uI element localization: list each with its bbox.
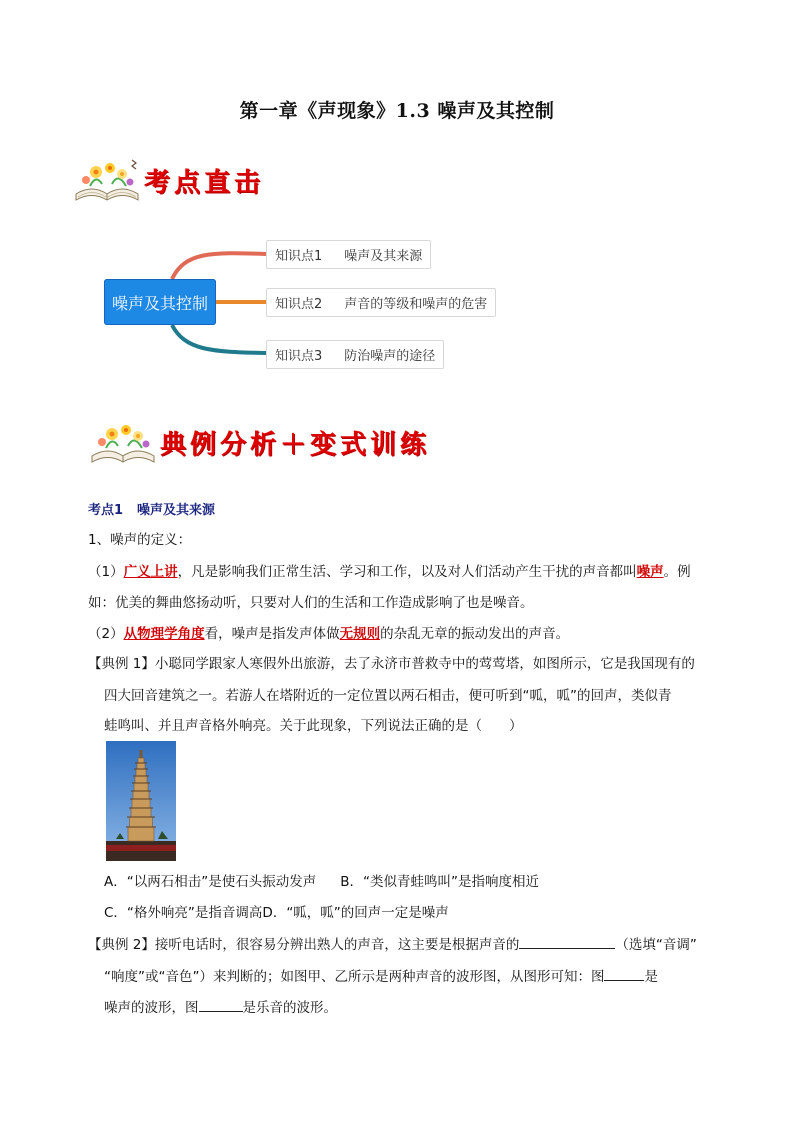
example-1-line-3: 蛙鸣叫、并且声音格外响亮。关于此现象，下列说法正确的是（ ） (104, 718, 523, 734)
example-1-line-1 (88, 654, 695, 674)
mind-map-center-topic: 噪声及其控制 (104, 279, 216, 325)
example-2-line-3 (104, 997, 337, 1018)
text: 是 (644, 969, 658, 985)
banner-examples-training (88, 416, 430, 468)
paragraph-2 (88, 624, 569, 644)
options-row-1 (104, 872, 724, 892)
option-b: B．“类似青蛙鸣叫”是指响度相近 (340, 874, 539, 890)
highlight-term: 噪声 (636, 564, 664, 580)
node-label: 声音的等级和噪声的危害 (344, 297, 488, 312)
text: 的杂乱无章的振动发出的声音。 (380, 626, 570, 642)
node-key: 知识点2 (275, 297, 323, 312)
example-label: 【典例 2】 (88, 937, 155, 953)
node-label: 防治噪声的途径 (344, 349, 436, 364)
mind-map-node-3 (266, 340, 444, 369)
section-number: 考点1 (88, 503, 124, 518)
section-heading (88, 499, 215, 518)
example-2-line-1 (88, 934, 728, 955)
text: 看，噪声是指发声体做 (204, 626, 340, 642)
mind-map (0, 230, 794, 380)
text: （2） (88, 626, 124, 642)
example-label: 【典例 1】 (88, 656, 155, 672)
option-c: C．“格外响亮”是指音调高 (104, 905, 263, 921)
answer-blank[interactable] (604, 966, 644, 981)
paragraph-1 (88, 562, 718, 582)
text: 小聪同学跟家人寒假外出旅游，去了永济市普救寺中的莺莺塔，如图所示，它是我国现有的 (154, 656, 695, 672)
option-d: D．“呱，呱”的回声一定是噪声 (262, 905, 449, 921)
text: 。例 (663, 564, 691, 580)
text: “响度”或“音色”）来判断的；如图甲、乙所示是两种声音的波形图，从图形可知：图 (104, 969, 605, 985)
text: 接听电话时，很容易分辨出熟人的声音，这主要是根据声音的 (154, 937, 520, 953)
node-key: 知识点3 (275, 349, 323, 364)
pagoda-photo (106, 741, 176, 861)
open-book-flowers-icon (88, 416, 158, 468)
mind-map-node-1 (266, 240, 431, 269)
banner-label: 考点直击 (144, 167, 265, 198)
text: ，凡是影响我们正常生活、学习和工作，以及对人们活动产生干扰的声音都叫 (177, 564, 637, 580)
text: （选填“音调” (615, 937, 697, 953)
banner-label: 典例分析＋变式训练 (160, 429, 431, 460)
example-2-line-2 (104, 966, 734, 987)
node-label: 噪声及其来源 (344, 249, 423, 264)
highlight-term: 从物理学角度 (123, 626, 205, 642)
definition-heading: 1、噪声的定义： (88, 532, 192, 548)
paragraph-1-line-2: 如：优美的舞曲悠扬动听，只要对人们的生活和工作造成影响了也是噪音。 (88, 595, 534, 611)
text: 噪声的波形，图 (104, 1000, 199, 1016)
highlight-term: 广义上讲 (123, 564, 178, 580)
text: （1） (88, 564, 124, 580)
banner-exam-points (72, 154, 264, 206)
option-a: A．“以两石相击”是使石头振动发声 (104, 874, 317, 890)
section-title: 噪声及其来源 (137, 503, 216, 518)
text: 是乐音的波形。 (242, 1000, 337, 1016)
open-book-flowers-icon (72, 154, 142, 206)
answer-blank[interactable] (199, 997, 243, 1012)
node-key: 知识点1 (275, 249, 323, 264)
example-1-line-2: 四大回音建筑之一。若游人在塔附近的一定位置以两石相击，便可听到“呱，呱”的回声，类似青 (104, 688, 672, 704)
page-title: 第一章《声现象》1.3 噪声及其控制 (239, 100, 555, 122)
mind-map-node-2 (266, 288, 496, 317)
highlight-term: 无规则 (339, 626, 381, 642)
options-row-2 (104, 903, 449, 923)
answer-blank[interactable] (519, 934, 615, 949)
